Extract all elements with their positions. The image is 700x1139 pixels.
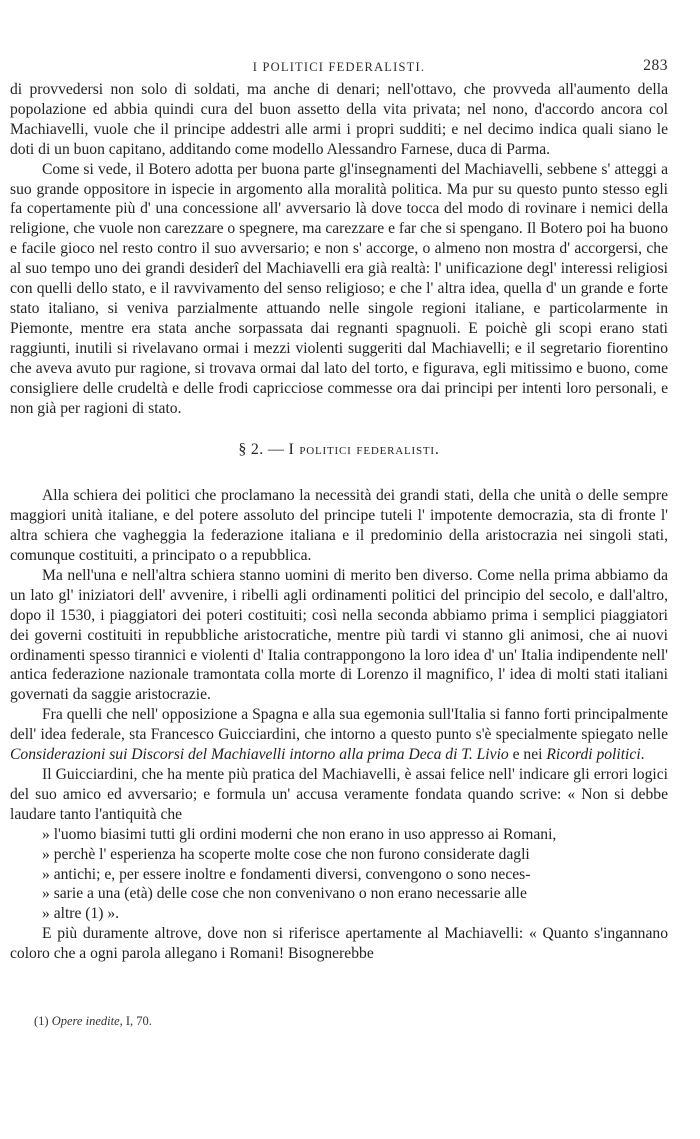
quote-line: » l'uomo biasimi tutti gli ordini moderni che non erano in uso appresso ai Romani,: [42, 825, 557, 843]
text-run: e nei: [508, 746, 547, 764]
section-heading: [10, 440, 668, 460]
section-dash: —: [267, 441, 285, 459]
footnote-work: Opere inedite: [51, 1014, 120, 1028]
quote-line: » sarie a una (età) delle cose che non convenivano o non erano necessarie alle: [42, 885, 527, 903]
quote-line: » antichi; e, per essere inoltre e fondamenti diversi, convengono o sono neces-: [42, 865, 531, 883]
text-run: Fra quelli che nell' opposizione a Spagna e alla sua egemonia sull'Italia si fanno forti principalmente dell' idea federale, sta Francesco Guicciardini, che intorno a questo punto s'è specialmente spiegato nelle: [10, 706, 668, 744]
text-run: .: [640, 746, 645, 764]
text-run: « Quanto s'ingannano coloro che a ogni parola allegano i Romani! Bisognerebbe: [10, 925, 668, 963]
paragraph-guicciardini: [10, 705, 668, 765]
text-run: Il Guicciardini, che ha mente più pratica del Machiavelli, è assai felice nell' indicare gli errori logici del suo amico ed avversario; e formula un' accusa veramente fondata quando scrive:: [10, 766, 668, 803]
quote-line: » perchè l' esperienza ha scoperte molte cose che non furono considerate dagli: [42, 845, 530, 863]
paragraph: Come si vede, il Botero adotta per buona parte gl'insegnamenti del Machiavelli, sebbene s' atteggi a suo grande oppositore in ispecie in argomento alla moralità politica. Ma pur su questo punto stesso egli fa copertamente più d' una concessione all' avversario là dove tocca del modo di rovinare i nemici della religione, che vuole non carezzare o spegnere, ma carezzare e far che si spengano. Il Botero poi ha buono e facile gioco nel resto contro il suo avversario; e non s' accorge, o almeno non mostra d' accorgersi, che al suo tempo uno dei grandi desiderî del Machiavelli era già realtà: l' unificazione degl' interessi religiosi con quelli dello stato, e il ravvivamento del senso religioso; e che l' altra idea, quella d' un grande e forte stato italiano, si veniva parzialmente attuando nelle singole regioni italiane, e particolarmente in Piemonte, mentre era stata anche sorpassata dai regnanti spagnuoli. E poichè gli scopi erano stati raggiunti, inutili si rivelavano ormai i mezzi violenti suggeriti dal Machiavelli; e il segretario fiorentino che aveva avuto pur ragione, si trovava ormai dal lato del torto, e figurava, egli mitissimo e buono, come consigliere delle crudeltà e delle frodi capricciose commesse ora dai principi per intenti loro personali, e non già per ragioni di stato.: [10, 160, 668, 417]
quote-line: » altre (1) ».: [42, 905, 120, 923]
body-text: [10, 80, 668, 964]
quote-line: « Non si debbe laudare tanto l'antiquità che: [10, 785, 668, 823]
page-number: 283: [643, 57, 668, 74]
section-title: I politici federalisti.: [288, 441, 440, 459]
paragraph: Alla schiera dei politici che proclamano la necessità dei grandi stati, della che unità o delle sempre maggiori unità italiane, e del potere assoluto del principe tuteli l' impotente democrazia, sta di fronte l' altra schiera che vagheggia la federazione italiana e il predominio della aristocrazia nei singoli stati, comunque costituiti, a principato o a repubblica.: [10, 487, 668, 565]
footnote-ref: , I, 70.: [119, 1014, 152, 1028]
book-page: [10, 58, 668, 964]
paragraph-last: [10, 924, 668, 964]
paragraph: di provvedersi non solo di soldati, ma anche di denari; nell'ottavo, che provveda all'aumento della popolazione ed abbia quindi cura del buon assetto della vita privata; nel nono, d'accordo ancora col Machiavelli, vuole che il principe addestri alle armi i propri sudditi; e nel decimo indica quali siano le doti di un buon capitano, additando come modello Alessandro Farnese, duca di Parma.: [10, 81, 668, 158]
footnote: [34, 1014, 152, 1029]
paragraph-critique: [10, 765, 668, 924]
page-header: [10, 58, 668, 80]
text-run: E più duramente altrove, dove non si riferisce apertamente al Machiavelli:: [42, 925, 524, 943]
section-number: § 2.: [238, 441, 264, 459]
work-title-ricordi: Ricordi politici: [546, 746, 641, 764]
footnote-marker: (1): [34, 1014, 49, 1028]
work-title-considerazioni: Considerazioni sui Discorsi del Machiavelli intorno alla prima Deca di T. Livio: [10, 746, 509, 764]
running-title: I POLITICI FEDERALISTI.: [252, 60, 426, 74]
paragraph: Ma nell'una e nell'altra schiera stanno uomini di merito ben diverso. Come nella prima abbiamo da un lato gl' iniziatori dell' avvenire, i ribelli agli ordinamenti politici del principio del secolo, e dall'altro, dopo il 1530, i piaggiatori dei poteri costituiti; così nella seconda abbiamo prima i semplici piaggiatori dei governi costituiti in repubbliche aristocratiche, mentre più tardi vi stanno gli animosi, che ai nuovi ordinamenti spesso tirannici e violenti d' Italia contrappongono la loro idea d' un' Italia indipendente nell' antica federazione nazionale tramontata colla morte di Lorenzo il magnifico, l' idea di molti stati italiani governati da saggie aristocrazie.: [10, 566, 668, 704]
